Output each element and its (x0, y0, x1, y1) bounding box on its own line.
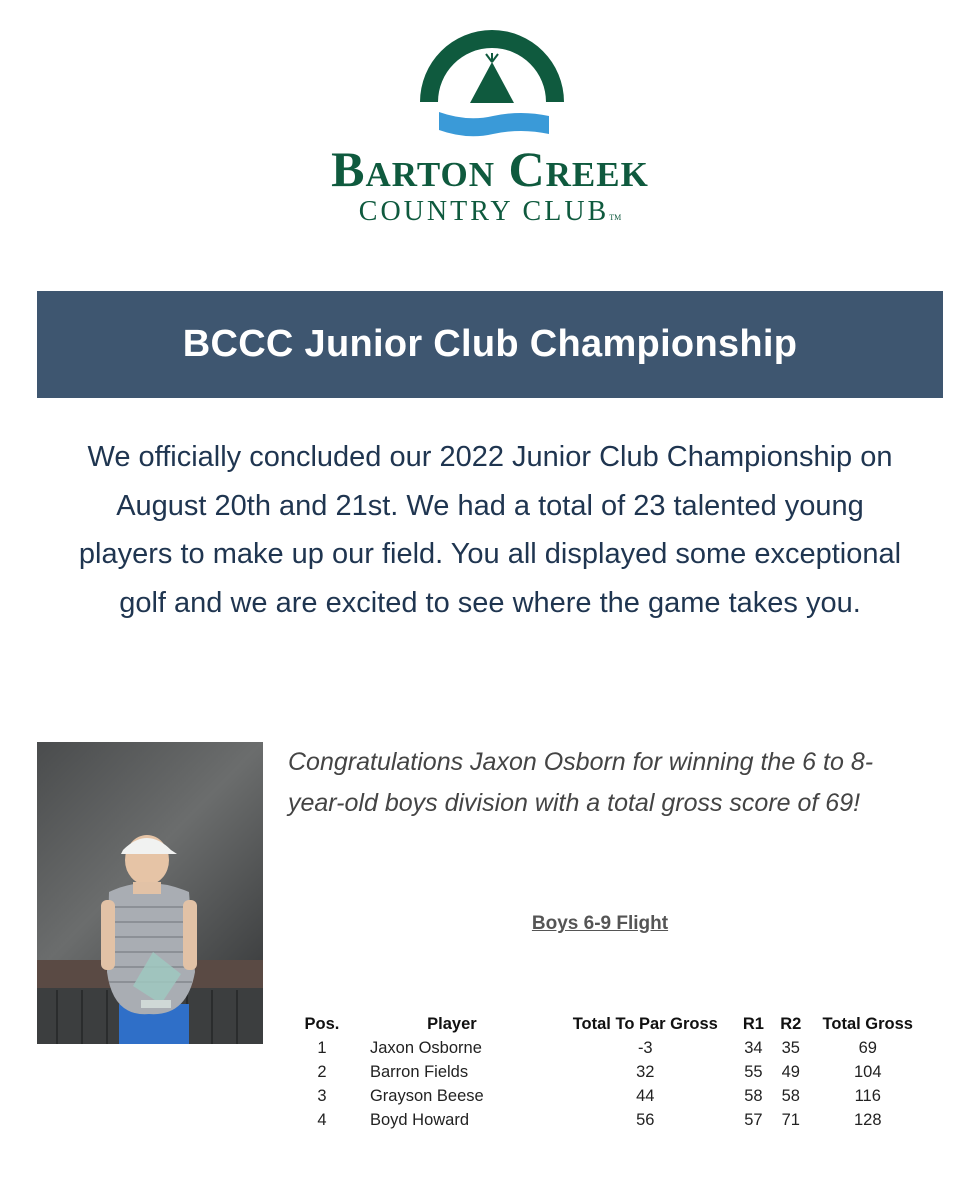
cell-pos: 1 (317, 1038, 327, 1057)
header-pos: Pos. (304, 1014, 340, 1033)
cell-player: Grayson Beese (369, 1086, 484, 1105)
winner-photo (37, 742, 263, 1044)
cell-pos: 3 (317, 1086, 327, 1105)
table-row (296, 1060, 926, 1084)
winner-caption: Congratulations Jaxon Osborn for winning the 6 to 8-year-old boys division with a total gross score of 69! (288, 748, 874, 817)
header-player: Player (427, 1014, 477, 1033)
results-table (296, 1012, 926, 1132)
table-header-row (296, 1012, 926, 1036)
cell-r2: 49 (781, 1062, 800, 1081)
cell-player: Barron Fields (369, 1062, 469, 1081)
cell-r2: 58 (781, 1086, 800, 1105)
cell-total-gross: 104 (853, 1062, 882, 1081)
header-total-gross: Total Gross (822, 1014, 913, 1033)
cell-total-gross: 128 (853, 1110, 882, 1129)
intro-paragraph: We officially concluded our 2022 Junior Club Championship on August 20th and 21st. We had a total of 23 talented young players to make up our field. You all displayed some exceptional golf and we are excited to see where the game takes you. (78, 441, 902, 619)
cell-to-par: 44 (636, 1086, 655, 1105)
table-row (296, 1036, 926, 1060)
header-r1: R1 (742, 1014, 764, 1033)
trademark-mark: TM (609, 213, 622, 222)
cell-r1: 58 (744, 1086, 763, 1105)
logo-wordmark-secondary: COUNTRY CLUBTM (358, 196, 622, 227)
cell-r1: 34 (744, 1038, 763, 1057)
club-logo (0, 0, 980, 260)
cell-total-gross: 69 (858, 1038, 877, 1057)
table-row (296, 1108, 926, 1132)
cell-to-par: 56 (636, 1110, 655, 1129)
cell-player: Jaxon Osborne (369, 1038, 482, 1057)
cell-r2: 71 (781, 1110, 800, 1129)
cell-player: Boyd Howard (369, 1110, 470, 1129)
title-banner (37, 291, 943, 398)
cell-r1: 57 (744, 1110, 763, 1129)
cell-to-par: 32 (636, 1062, 655, 1081)
cell-to-par: -3 (637, 1038, 653, 1057)
header-r2: R2 (780, 1014, 802, 1033)
cell-r2: 35 (781, 1038, 800, 1057)
logo-wordmark-primary: Barton Creek (331, 141, 649, 197)
cell-pos: 2 (317, 1062, 327, 1081)
results-title: Boys 6-9 Flight (531, 913, 669, 934)
arch-teepee-wave-icon (415, 26, 569, 138)
cell-pos: 4 (317, 1110, 327, 1129)
winner-photo-image (37, 742, 263, 1044)
header-to-par: Total To Par Gross (572, 1014, 718, 1033)
table-row (296, 1084, 926, 1108)
cell-r1: 55 (744, 1062, 763, 1081)
page-title: BCCC Junior Club Championship (182, 323, 798, 365)
cell-total-gross: 116 (854, 1086, 881, 1105)
